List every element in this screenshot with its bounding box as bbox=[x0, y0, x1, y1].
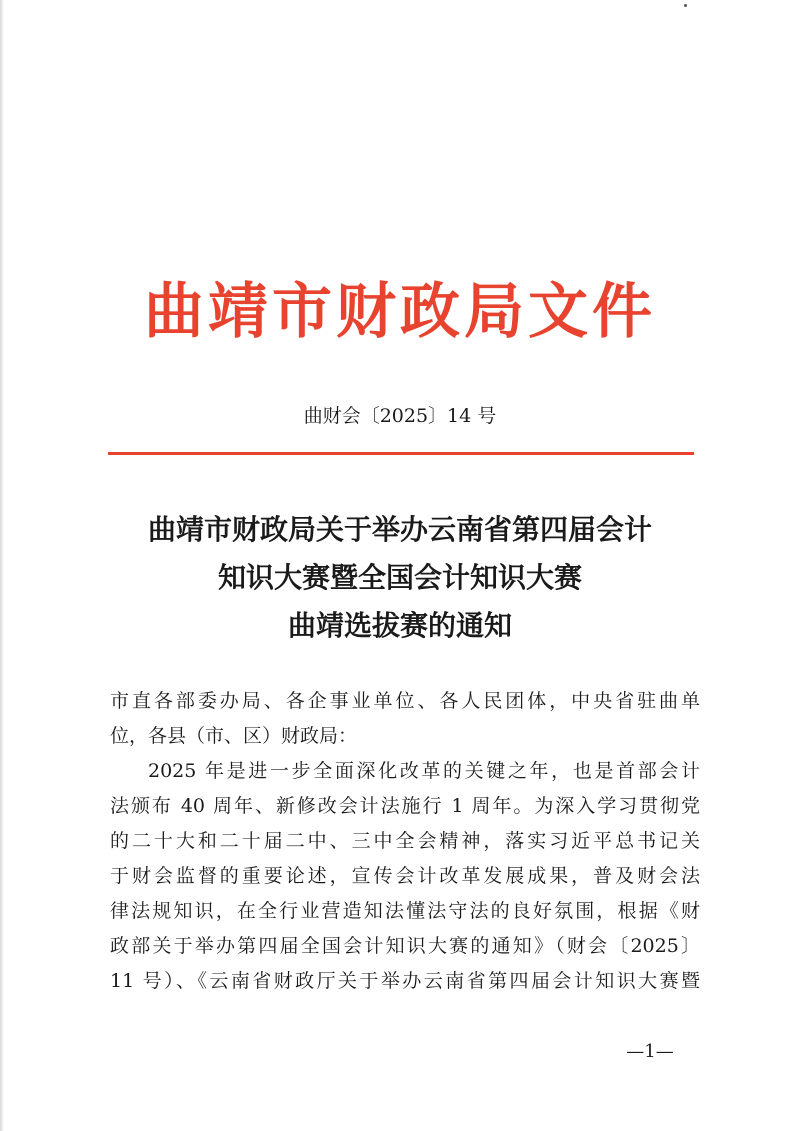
title-line-3: 曲靖选拔赛的通知 bbox=[287, 609, 512, 642]
paragraph-line-6: 政部关于举办第四届全国会计知识大赛的通知》（财会〔2025〕 bbox=[110, 935, 700, 957]
title-line-1: 曲靖市财政局关于举办云南省第四届会计 bbox=[147, 513, 652, 546]
salutation-line-2: 位，各县（市、区）财政局： bbox=[110, 725, 358, 747]
page-number: —1— bbox=[626, 1041, 674, 1062]
title-line-2: 知识大赛暨全国会计知识大赛 bbox=[217, 561, 582, 594]
paragraph-line-5: 律法规知识，在全行业营造知法懂法守法的良好氛围，根据《财 bbox=[110, 900, 700, 922]
document-number: 曲财会〔2025〕14 号 bbox=[303, 405, 497, 427]
document-body bbox=[110, 684, 700, 999]
scan-speck bbox=[684, 4, 687, 7]
paragraph-line-4: 于财会监督的重要论述，宣传会计改革发展成果，普及财会法 bbox=[110, 865, 700, 887]
paragraph-line-7: 11 号）、《云南省财政厅关于举办云南省第四届会计知识大赛暨 bbox=[110, 970, 700, 992]
red-separator-line bbox=[108, 452, 694, 455]
salutation-line-1: 市直各部委办局、各企事业单位、各人民团体，中央省驻曲单 bbox=[110, 690, 700, 712]
paragraph-line-1: 2025 年是进一步全面深化改革的关键之年，也是首部会计 bbox=[148, 760, 700, 782]
document-title bbox=[0, 506, 800, 650]
paragraph-line-2: 法颁布 40 周年、新修改会计法施行 1 周年。为深入学习贯彻党 bbox=[110, 795, 700, 817]
paragraph-line-3: 的二十大和二十届二中、三中全会精神，落实习近平总书记关 bbox=[110, 830, 700, 852]
document-masthead: 曲靖市财政局文件 bbox=[144, 277, 656, 347]
